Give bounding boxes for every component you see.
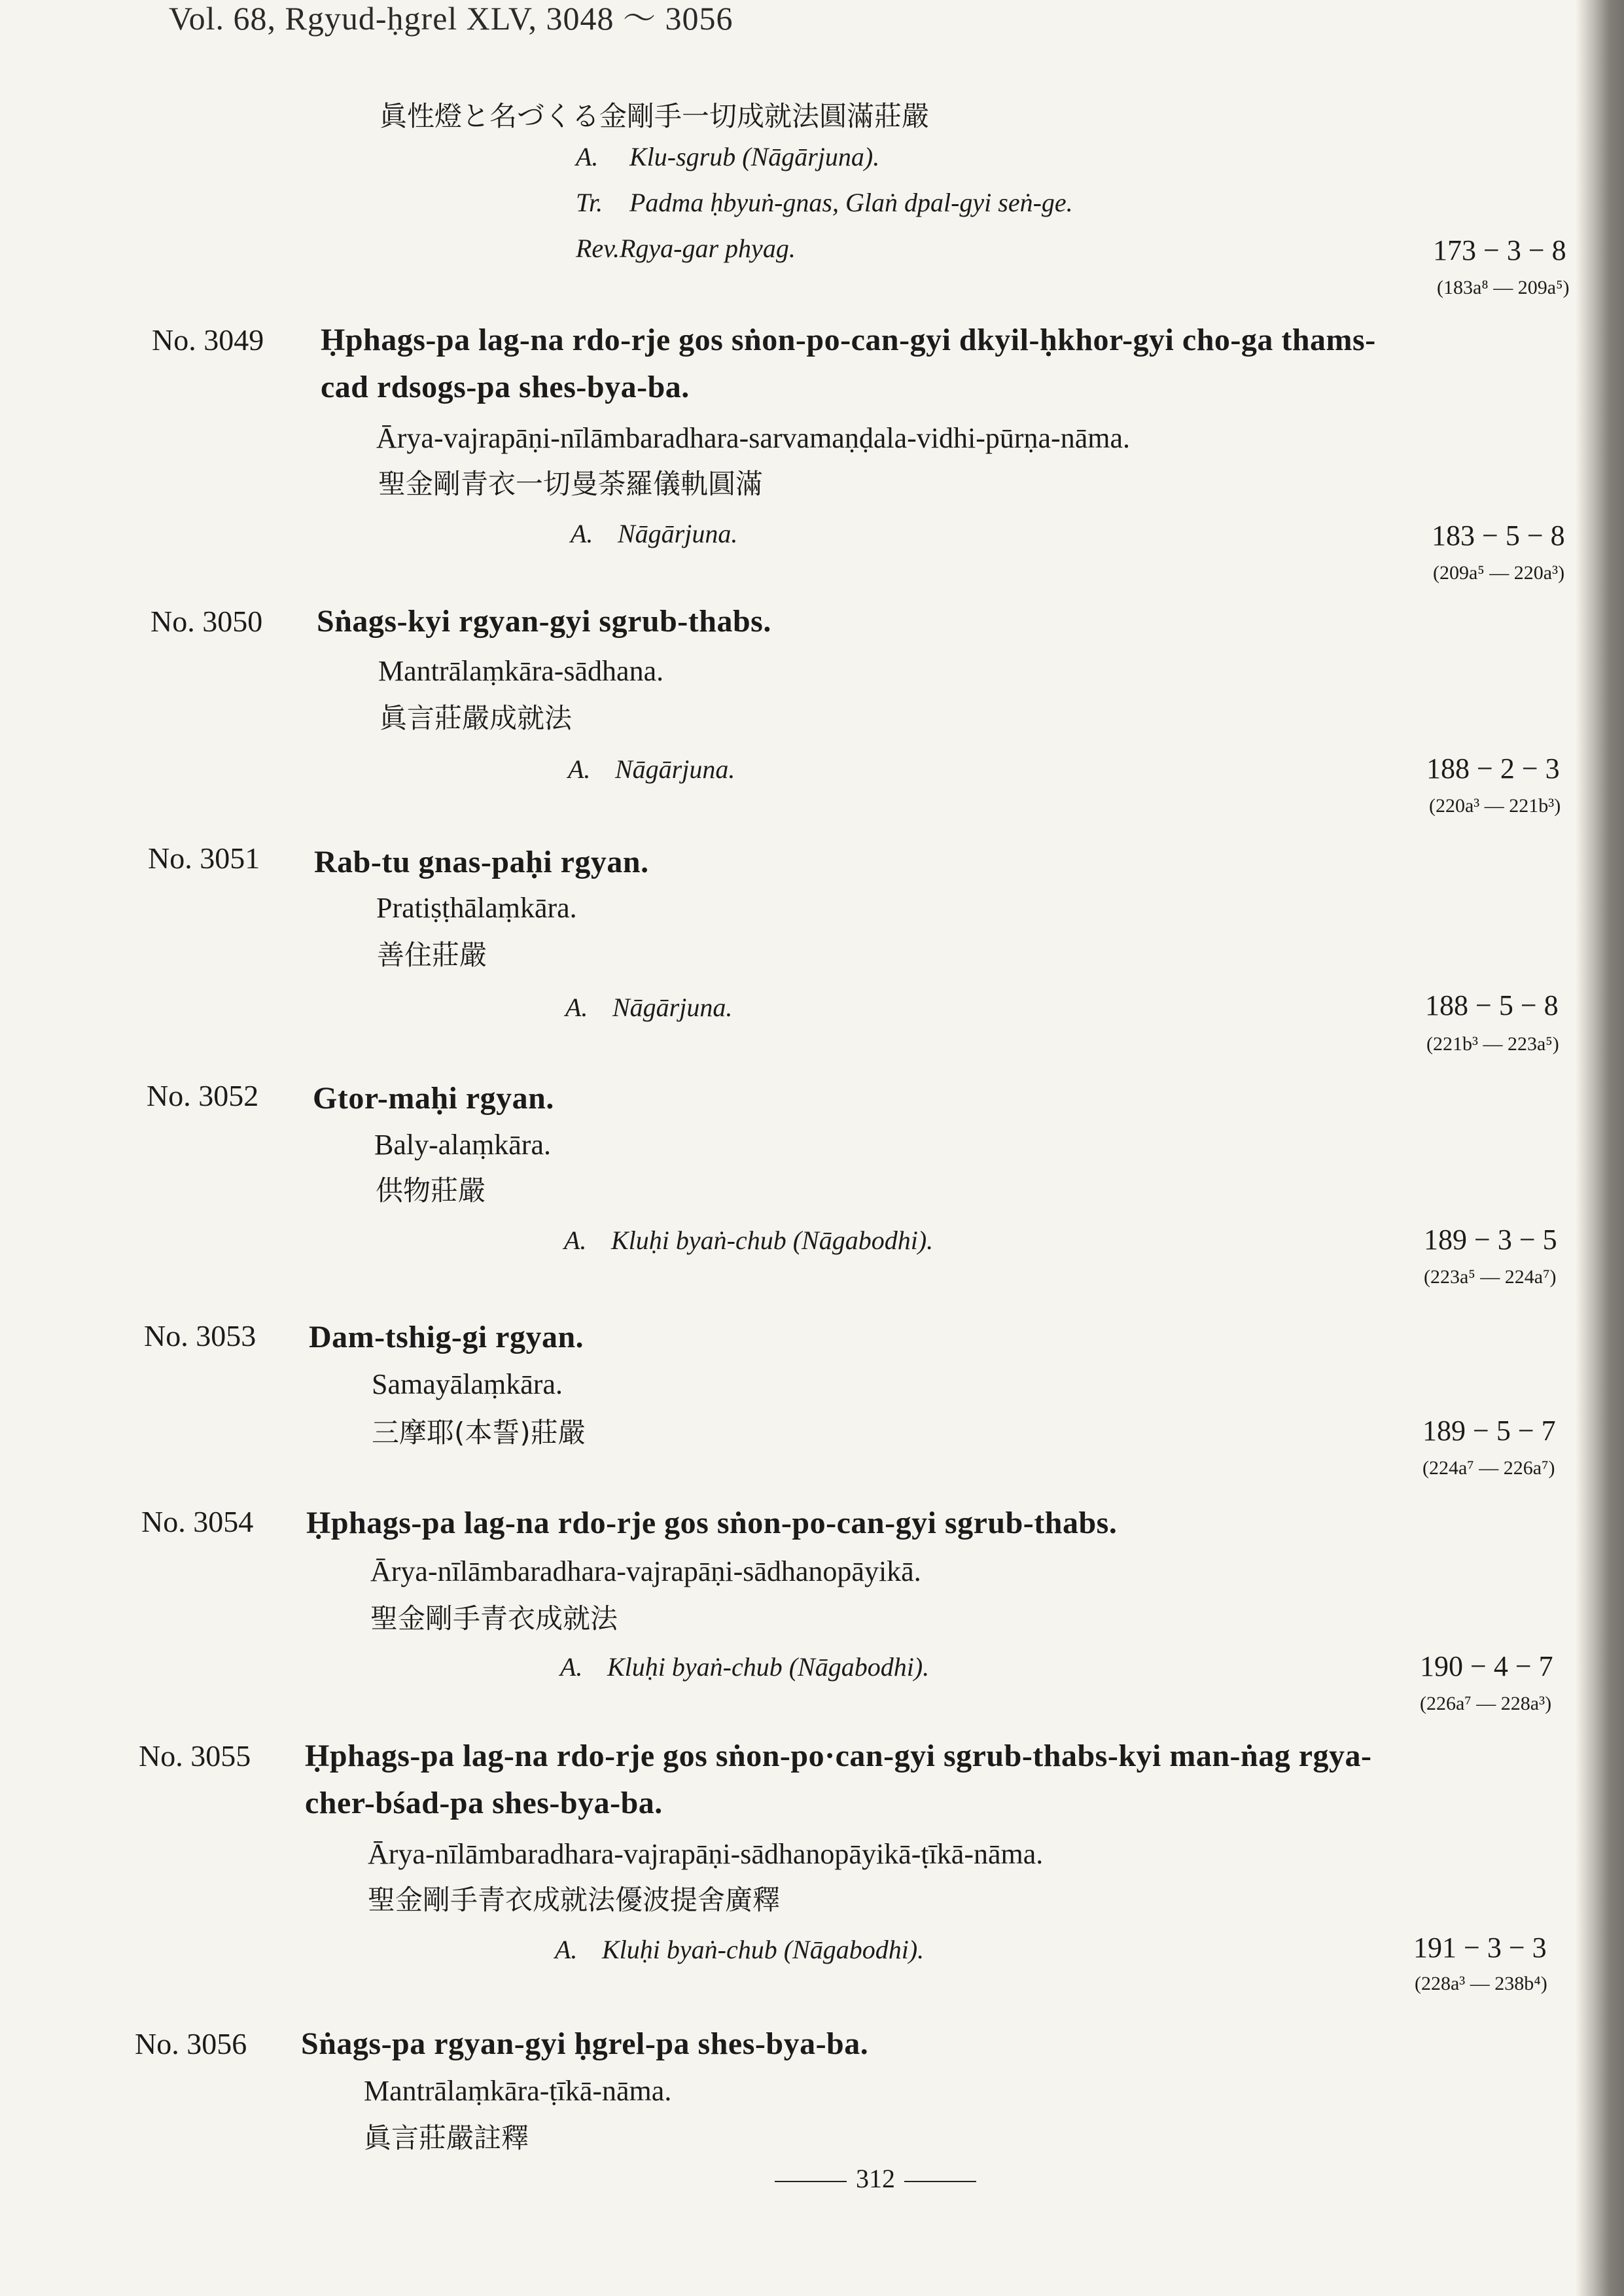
entry-number: No. 3054 [141, 1505, 254, 1538]
volume-reference: 183 − 5 − 8 [1432, 520, 1565, 552]
author-line: A. Nāgārjuna. [568, 754, 735, 784]
author-line: A. Klu-sgrub (Nāgārjuna). [576, 142, 880, 171]
entry-sanskrit-title: Mantrālaṃkāra-ṭīkā-nāma. [364, 2075, 672, 2107]
folio-reference: (209a⁵ — 220a³) [1433, 562, 1565, 584]
entry-tibetan-title: Dam-tshig-gi rgyan. [309, 1320, 584, 1354]
entry-number: No. 3055 [139, 1739, 251, 1773]
author-line: A. Kluḥi byaṅ-chub (Nāgabodhi). [564, 1226, 934, 1255]
page-footer [766, 2163, 985, 2195]
translator-line: Tr. Padma ḥbyuṅ-gnas, Glaṅ dpal-gyi seṅ-ge. [576, 188, 1073, 217]
running-header: Vol. 68, Rgyud-ḥgrel XLV, 3048 ～ 3056 [169, 0, 733, 37]
folio-reference: (183a⁸ — 209a⁵) [1437, 277, 1570, 298]
entry-cjk-title: 三摩耶(本誓)莊嚴 [372, 1417, 586, 1449]
volume-reference: 188 − 5 − 8 [1425, 989, 1559, 1021]
entry-cjk-title: 供物莊嚴 [376, 1174, 486, 1207]
folio-reference: (220a³ — 221b³) [1429, 795, 1561, 817]
entry-cjk-title: 聖金剛手青衣成就法優波提舍廣釋 [368, 1884, 781, 1916]
entry-sanskrit-title: Ārya-nīlāmbaradhara-vajrapāṇi-sādhanopāyikā. [370, 1555, 921, 1587]
entry-cjk-title: 眞言莊嚴成就法 [380, 702, 573, 734]
entry-cjk-title: 眞性燈と名づくる金剛手一切成就法圓滿莊嚴 [380, 100, 930, 132]
folio-reference: (228a³ — 238b⁴) [1415, 1973, 1547, 1994]
entry-cjk-title: 眞言莊嚴註釋 [364, 2122, 529, 2154]
entry-tibetan-title: Ḥphags-pa lag-na rdo-rje gos sṅon-po-can-gyi sgrub-thabs. [306, 1506, 1118, 1540]
entry-tibetan-title: Sṅags-pa rgyan-gyi ḥgrel-pa shes-bya-ba. [301, 2026, 869, 2061]
volume-reference: 189 − 3 − 5 [1424, 1224, 1557, 1256]
folio-reference: (221b³ — 223a⁵) [1426, 1033, 1559, 1055]
entry-sanskrit-title: Mantrālaṃkāra-sādhana. [378, 655, 664, 687]
entry-cjk-title: 聖金剛手青衣成就法 [370, 1602, 618, 1634]
page-edge-shadow [1576, 0, 1624, 2296]
entry-cjk-title: 善住莊嚴 [377, 939, 487, 971]
folio-reference: (223a⁵ — 224a⁷) [1424, 1266, 1557, 1288]
reviser-line: Rev.Rgya-gar phyag. [576, 234, 796, 263]
entry-sanskrit-title: Ārya-nīlāmbaradhara-vajrapāṇi-sādhanopāyikā-ṭīkā-nāma. [368, 1838, 1044, 1870]
entry-number: No. 3051 [148, 841, 260, 875]
entry-sanskrit-title: Baly-alaṃkāra. [374, 1129, 551, 1161]
entry-sanskrit-title: Pratiṣṭhālaṃkāra. [376, 892, 577, 924]
author-line: A. Nāgārjuna. [565, 993, 733, 1022]
author-line: A. Nāgārjuna. [571, 519, 738, 548]
folio-reference: (226a⁷ — 228a³) [1420, 1693, 1552, 1714]
entry-tibetan-title: Ḥphags-pa lag-na rdo-rje gos sṅon-po·can-gyi sgrub-thabs-kyi man-ṅag rgya-cher-bśad-pa shes-bya-ba. [305, 1739, 1372, 1820]
entry-tibetan-title: Sṅags-kyi rgyan-gyi sgrub-thabs. [317, 604, 771, 639]
entry-sanskrit-title: Ārya-vajrapāṇi-nīlāmbaradhara-sarvamaṇḍala-vidhi-pūrṇa-nāma. [376, 422, 1130, 454]
page-number: 312 [856, 2164, 895, 2193]
author-line: A. Kluḥi byaṅ-chub (Nāgabodhi). [555, 1935, 925, 1964]
entry-number: No. 3053 [144, 1319, 256, 1352]
entry-number: No. 3050 [150, 605, 263, 638]
entry-tibetan-title: Rab-tu gnas-paḥi rgyan. [314, 845, 649, 879]
volume-reference: 188 − 2 − 3 [1426, 752, 1560, 785]
volume-reference: 173 − 3 − 8 [1433, 234, 1566, 266]
volume-reference: 190 − 4 − 7 [1420, 1650, 1553, 1682]
entry-number: No. 3056 [135, 2027, 247, 2060]
entry-cjk-title: 聖金剛青衣一切曼荼羅儀軌圓滿 [378, 468, 764, 500]
entry-tibetan-title: Ḥphags-pa lag-na rdo-rje gos sṅon-po-can-gyi dkyil-ḥkhor-gyi cho-ga thams-cad rdsogs-pa shes-bya-ba. [321, 323, 1376, 404]
volume-reference: 189 − 5 − 7 [1422, 1415, 1556, 1447]
entry-number: No. 3049 [152, 323, 264, 357]
author-line: A. Kluḥi byaṅ-chub (Nāgabodhi). [560, 1652, 930, 1682]
entry-sanskrit-title: Samayālaṃkāra. [372, 1368, 563, 1400]
folio-reference: (224a⁷ — 226a⁷) [1422, 1457, 1555, 1479]
entry-tibetan-title: Gtor-maḥi rgyan. [313, 1081, 554, 1116]
entry-number: No. 3052 [147, 1079, 259, 1112]
volume-reference: 191 − 3 − 3 [1413, 1932, 1547, 1964]
